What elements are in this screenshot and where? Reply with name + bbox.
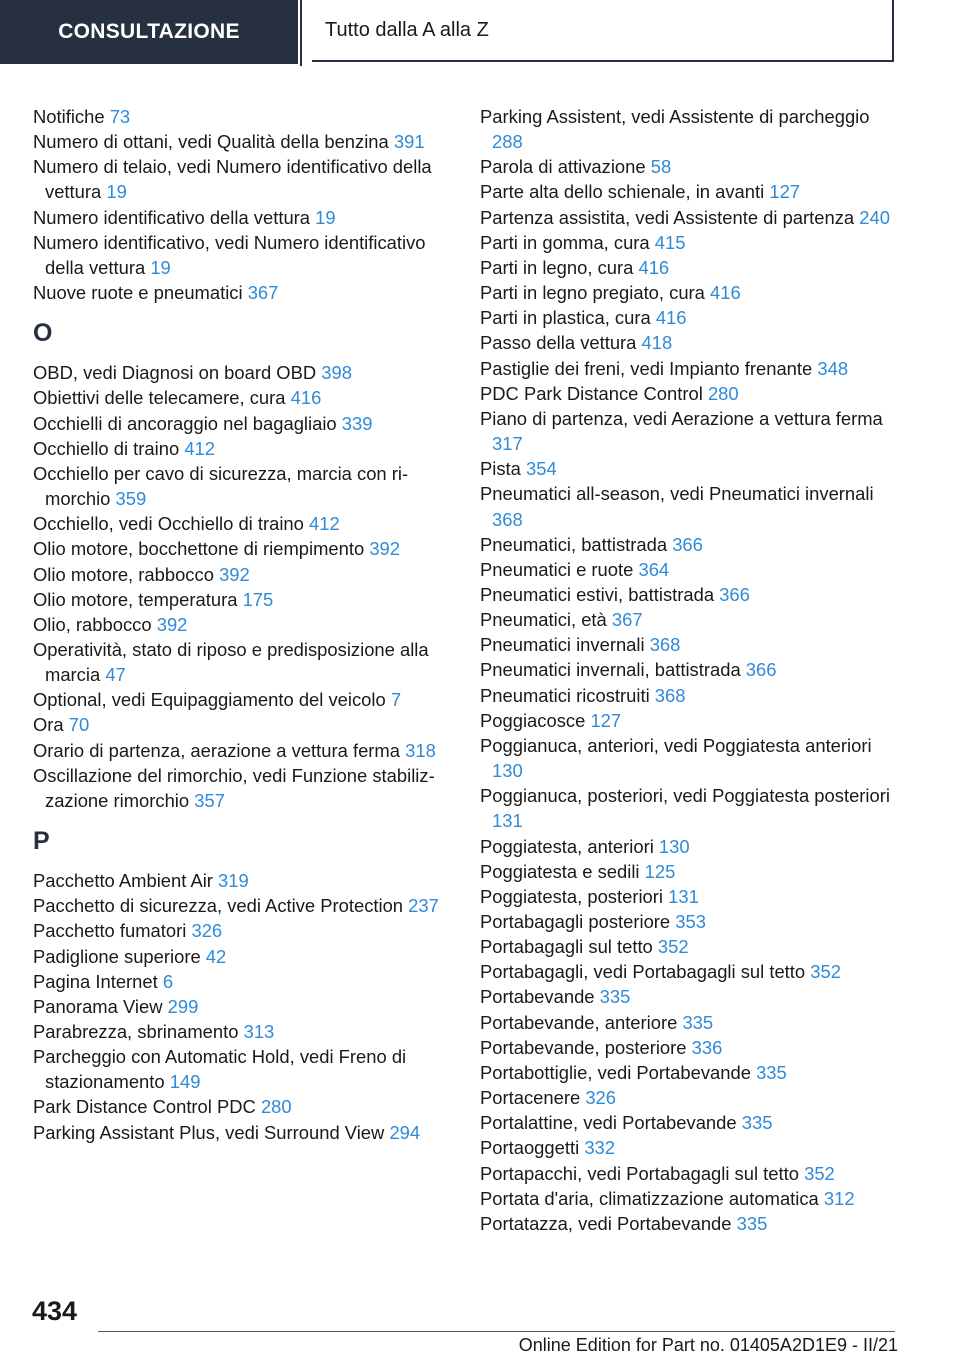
index-entry-text: Pneumatici all-season, vedi Pneumatici invernali: [480, 483, 874, 505]
page-reference-link[interactable]: 391: [393, 131, 425, 153]
index-entry-text: Numero di ottani, vedi Qualità della benzina: [33, 131, 389, 153]
index-entry: [480, 255, 890, 280]
page-reference-link[interactable]: 368: [649, 634, 681, 656]
index-entry-text: Portata d'aria, climatizzazione automatica: [480, 1187, 819, 1209]
index-entry: [33, 230, 458, 280]
index-entry: [480, 582, 890, 607]
page-reference-link[interactable]: 392: [219, 563, 250, 585]
index-column-right: [480, 104, 890, 1236]
index-entry-text: PDC Park Distance Control: [480, 382, 703, 404]
page-reference-link[interactable]: 416: [290, 387, 322, 409]
index-entry-text: Parking Assistent, vedi Assistente di parcheggio: [480, 106, 870, 127]
index-entry-text: Numero identificativo, vedi Numero identificativo della vettura: [33, 231, 426, 278]
page-reference-link[interactable]: 288: [492, 131, 523, 153]
page-reference-link[interactable]: 130: [658, 835, 690, 857]
index-entry: [480, 280, 890, 305]
index-entry-text: Poggiatesta e sedili: [480, 860, 640, 882]
page-reference-link[interactable]: 357: [194, 789, 225, 811]
index-entry: [33, 1019, 458, 1044]
page-reference-link[interactable]: 280: [260, 1096, 292, 1118]
page-number: 434: [32, 1296, 78, 1326]
index-entry-text: Portacenere: [480, 1087, 581, 1109]
index-entry-text: Parti in plastica, cura: [480, 307, 651, 329]
index-entry: [480, 1060, 890, 1085]
index-entry-text: Occhielli di ancoraggio nel bagagliaio: [33, 412, 337, 434]
index-entry: [480, 934, 890, 959]
edition-info: Online Edition for Part no. 01405A2D1E9 - II/21: [518, 1335, 898, 1355]
index-entry: [480, 909, 890, 934]
page-reference-link[interactable]: 412: [184, 437, 215, 459]
page-reference-link[interactable]: 359: [115, 488, 147, 510]
index-entry: [480, 1010, 890, 1035]
page-reference-link[interactable]: 237: [408, 895, 439, 917]
index-entry: [480, 104, 890, 154]
index-entry: [33, 205, 458, 230]
index-entry: [33, 738, 458, 763]
index-entry: [480, 456, 890, 481]
index-entry: [480, 683, 890, 708]
index-entry-text: Pneumatici e ruote: [480, 558, 634, 580]
page-reference-link[interactable]: 364: [638, 558, 670, 580]
index-entry-text: Poggianuca, posteriori, vedi Poggiatesta posteriori: [480, 785, 890, 807]
index-entry-text: Portapacchi, vedi Portabagagli sul tetto: [480, 1162, 799, 1184]
index-entry: [480, 1211, 890, 1236]
index-entry-text: Poggianuca, anteriori, vedi Poggiatesta anteriori: [480, 734, 872, 756]
page-reference-link[interactable]: 131: [668, 885, 699, 907]
index-entry: [480, 632, 890, 657]
index-entry-text: Occhiello, vedi Occhiello di traino: [33, 513, 304, 535]
page-reference-link[interactable]: 73: [109, 106, 131, 127]
index-entry: [33, 969, 458, 994]
index-entry: [480, 1186, 890, 1211]
index-entry: [480, 1161, 890, 1186]
page-reference-link[interactable]: 352: [804, 1162, 835, 1184]
index-entry: [480, 1085, 890, 1110]
index-entry-text: Portabevande: [480, 986, 595, 1008]
index-entry: [33, 994, 458, 1019]
index-entry: [33, 712, 458, 737]
page-reference-link[interactable]: 335: [682, 1011, 714, 1033]
footer-rule: [98, 1331, 895, 1332]
index-entry: [33, 893, 458, 918]
index-entry-text: Occhiello di traino: [33, 437, 180, 459]
page-reference-link[interactable]: 240: [859, 206, 890, 228]
page-reference-link[interactable]: 415: [654, 231, 686, 253]
page-reference-link[interactable]: 299: [167, 995, 199, 1017]
page-reference-link[interactable]: 335: [736, 1212, 768, 1234]
index-entry-text: Pneumatici, battistrada: [480, 533, 668, 555]
index-entry-text: Panorama View: [33, 995, 163, 1017]
index-entry-text: Passo della vettura: [480, 332, 637, 354]
page-reference-link[interactable]: 19: [315, 206, 336, 228]
page-reference-link[interactable]: 58: [650, 156, 672, 178]
page-reference-link[interactable]: 416: [710, 282, 741, 304]
index-entry-text: Orario di partenza, aerazione a vettura ferma: [33, 739, 400, 761]
page-reference-link[interactable]: 366: [719, 583, 750, 605]
index-entry-text: Portabevande, anteriore: [480, 1011, 678, 1033]
index-entry: [480, 884, 890, 909]
index-entry: [33, 536, 458, 561]
index-entry: [480, 984, 890, 1009]
index-entry: [480, 532, 890, 557]
page-reference-link[interactable]: 418: [641, 332, 673, 354]
index-entry-text: Portabagagli sul tetto: [480, 936, 653, 958]
index-entry-text: Pacchetto fumatori: [33, 920, 187, 942]
index-entry: [480, 733, 890, 783]
index-entry-text: Ora: [33, 714, 64, 736]
page-reference-link[interactable]: 7: [390, 689, 402, 711]
index-entry-text: Pneumatici, età: [480, 609, 607, 631]
page-reference-link[interactable]: 353: [675, 911, 706, 932]
index-entry: [33, 129, 458, 154]
index-entry: [33, 104, 458, 129]
page-reference-link[interactable]: 367: [611, 609, 643, 631]
index-entry-text: Parking Assistant Plus, vedi Surround View: [33, 1121, 385, 1143]
page-reference-link[interactable]: 19: [150, 256, 171, 278]
index-entry: [480, 959, 890, 984]
page-reference-link[interactable]: 127: [590, 709, 622, 731]
index-entry: [33, 1044, 458, 1094]
index-entry-text: Pagina Internet: [33, 970, 158, 992]
page-reference-link[interactable]: 335: [599, 986, 631, 1008]
index-entry-text: Nuove ruote e pneumatici: [33, 282, 243, 304]
index-entry-text: Parti in legno pregiato, cura: [480, 282, 705, 304]
page-reference-link[interactable]: 131: [492, 810, 523, 832]
index-entry-text: Numero di telaio, vedi Numero identificativo della vettura: [33, 156, 432, 203]
index-entry-text: Poggiatesta, posteriori: [480, 885, 663, 907]
page-reference-link[interactable]: 416: [638, 256, 670, 278]
page-reference-link[interactable]: 326: [191, 920, 223, 942]
page-reference-link[interactable]: 42: [205, 945, 227, 967]
index-entry: [480, 481, 890, 531]
index-entry: [33, 436, 458, 461]
page-reference-link[interactable]: 336: [691, 1036, 723, 1058]
index-entry: [33, 1094, 458, 1119]
index-entry-text: Piano di partenza, vedi Aerazione a vettura ferma: [480, 407, 883, 429]
index-entry: [33, 411, 458, 436]
index-entry: [480, 406, 890, 456]
page-reference-link[interactable]: 335: [756, 1061, 787, 1083]
index-entry-text: Poggiatesta, anteriori: [480, 835, 654, 857]
index-entry-text: Portaoggetti: [480, 1137, 580, 1159]
page-reference-link[interactable]: 175: [242, 588, 274, 610]
page-reference-link[interactable]: 19: [106, 181, 127, 203]
index-entry: [33, 918, 458, 943]
page-reference-link[interactable]: 392: [369, 538, 401, 560]
page-reference-link[interactable]: 313: [243, 1021, 275, 1042]
index-entry: [480, 557, 890, 582]
index-entry: [33, 511, 458, 536]
index-entry-text: Obiettivi delle telecamere, cura: [33, 387, 286, 409]
index-entry: [33, 587, 458, 612]
index-entry-text: Partenza assistita, vedi Assistente di partenza: [480, 206, 855, 228]
page-reference-link[interactable]: 125: [644, 860, 676, 882]
index-entry-text: Notifiche: [33, 106, 105, 127]
index-entry: [480, 381, 890, 406]
page-header: [0, 0, 960, 66]
index-entry: [480, 607, 890, 632]
index-entry-text: Pneumatici invernali: [480, 634, 645, 656]
page-reference-link[interactable]: 319: [218, 870, 249, 892]
index-entry: [480, 356, 890, 381]
page-reference-link[interactable]: 127: [769, 181, 801, 203]
index-entry: [33, 944, 458, 969]
index-entry-text: OBD, vedi Diagnosi on board OBD: [33, 362, 317, 384]
page-reference-link[interactable]: 366: [672, 533, 703, 555]
page-reference-link[interactable]: 354: [526, 458, 557, 480]
index-entry-text: Occhiello per cavo di sicurezza, marcia con rimorchio: [33, 462, 409, 510]
index-entry-text: Park Distance Control PDC: [33, 1096, 256, 1118]
index-entry: [33, 154, 458, 204]
index-entry: [480, 230, 890, 255]
page-reference-link[interactable]: 368: [654, 684, 686, 706]
page-reference-link[interactable]: 367: [247, 282, 279, 304]
page-reference-link[interactable]: 280: [707, 382, 739, 404]
index-entry-text: Padiglione superiore: [33, 945, 201, 967]
index-entry: [480, 859, 890, 884]
index-entry: [480, 154, 890, 179]
page-reference-link[interactable]: 312: [823, 1187, 855, 1209]
chapter-title: Tutto dalla A alla Z: [312, 0, 894, 62]
index-entry: [480, 708, 890, 733]
page-reference-link[interactable]: 392: [156, 613, 188, 635]
index-entry-text: Olio motore, rabbocco: [33, 563, 214, 585]
index-entry: [33, 612, 458, 637]
page-reference-link[interactable]: 6: [162, 970, 174, 992]
index-entry: [480, 834, 890, 859]
index-entry-text: Portabevande, posteriore: [480, 1036, 687, 1058]
index-entry-text: Operatività, stato di riposo e predisposizione alla marcia: [33, 638, 429, 686]
index-entry-text: Numero identificativo della vettura: [33, 206, 311, 228]
index-entry-text: Portabottiglie, vedi Portabevande: [480, 1061, 751, 1083]
page-reference-link[interactable]: 348: [817, 357, 849, 379]
index-entry-text: Pneumatici estivi, battistrada: [480, 583, 715, 605]
page-reference-link[interactable]: 398: [321, 362, 352, 384]
page-reference-link[interactable]: 294: [389, 1121, 421, 1143]
index-entry-text: Pacchetto di sicurezza, vedi Active Protection: [33, 895, 404, 917]
index-entry-text: Parte alta dello schienale, in avanti: [480, 181, 765, 203]
index-entry-text: Optional, vedi Equipaggiamento del veicolo: [33, 689, 386, 711]
page-reference-link[interactable]: 339: [341, 412, 373, 434]
index-entry: [480, 179, 890, 204]
index-letter-heading: P: [33, 827, 50, 856]
index-column-left: [33, 104, 458, 1145]
index-entry: [480, 305, 890, 330]
index-entry-text: Pneumatici invernali, battistrada: [480, 659, 741, 681]
index-letter-heading: O: [33, 319, 53, 348]
index-entry: [480, 1110, 890, 1135]
index-entry-text: Olio motore, temperatura: [33, 588, 238, 610]
index-entry: [33, 637, 458, 687]
index-entry: [480, 205, 890, 230]
page-reference-link[interactable]: 149: [169, 1071, 201, 1093]
page-reference-link[interactable]: 332: [584, 1137, 615, 1159]
index-entry: [480, 1135, 890, 1160]
page-reference-link[interactable]: 352: [657, 936, 689, 958]
index-entry-text: Parti in gomma, cura: [480, 231, 650, 253]
index-entry-text: Olio motore, bocchettone di riempimento: [33, 538, 365, 560]
page-reference-link[interactable]: 70: [68, 714, 90, 736]
page-reference-link[interactable]: 416: [655, 307, 687, 329]
index-entry: [33, 280, 458, 305]
index-entry-text: Pista: [480, 458, 521, 480]
page-reference-link[interactable]: 352: [810, 961, 841, 983]
index-entry-text: Oscillazione del rimorchio, vedi Funzione stabilizzazione rimorchio: [33, 764, 435, 811]
section-label: CONSULTAZIONE: [0, 0, 298, 64]
header-divider: [300, 0, 302, 66]
index-entry: [480, 1035, 890, 1060]
index-entry-text: Pacchetto Ambient Air: [33, 870, 213, 892]
page-reference-link[interactable]: 317: [492, 433, 523, 455]
index-entry-text: Portatazza, vedi Portabevande: [480, 1212, 732, 1234]
index-entry-text: Pneumatici ricostruiti: [480, 684, 650, 706]
index-entry-text: Parti in legno, cura: [480, 256, 634, 278]
index-entry: [33, 461, 458, 511]
index-entry: [33, 763, 458, 813]
page-reference-link[interactable]: 366: [745, 659, 777, 681]
index-entry: [33, 687, 458, 712]
index-entry-text: Parcheggio con Automatic Hold, vedi Freno di stazionamento: [33, 1046, 407, 1093]
index-entry-text: Poggiacosce: [480, 709, 586, 731]
index-entry: [33, 562, 458, 587]
page-reference-link[interactable]: 130: [492, 760, 523, 782]
index-entry-text: Portabagagli, vedi Portabagagli sul tetto: [480, 961, 806, 983]
index-entry: [33, 868, 458, 893]
index-entry-text: Portabagagli posteriore: [480, 911, 671, 932]
page-reference-link[interactable]: 318: [405, 739, 436, 761]
index-entry: [480, 783, 890, 833]
index-entry: [480, 657, 890, 682]
page-reference-link[interactable]: 326: [585, 1087, 617, 1109]
index-entry: [33, 385, 458, 410]
index-entry-text: Portalattine, vedi Portabevande: [480, 1112, 737, 1134]
page-reference-link[interactable]: 47: [105, 664, 126, 686]
page-reference-link[interactable]: 368: [492, 508, 523, 530]
page-reference-link[interactable]: 335: [741, 1112, 773, 1134]
index-entry: [33, 360, 458, 385]
index-entry-text: Pastiglie dei freni, vedi Impianto frenante: [480, 357, 813, 379]
index-entry: [480, 330, 890, 355]
index-entry-text: Olio, rabbocco: [33, 613, 152, 635]
index-entry-text: Parola di attivazione: [480, 156, 646, 178]
index-entry: [33, 1120, 458, 1145]
index-entry-text: Parabrezza, sbrinamento: [33, 1021, 239, 1042]
page-reference-link[interactable]: 412: [309, 513, 340, 535]
